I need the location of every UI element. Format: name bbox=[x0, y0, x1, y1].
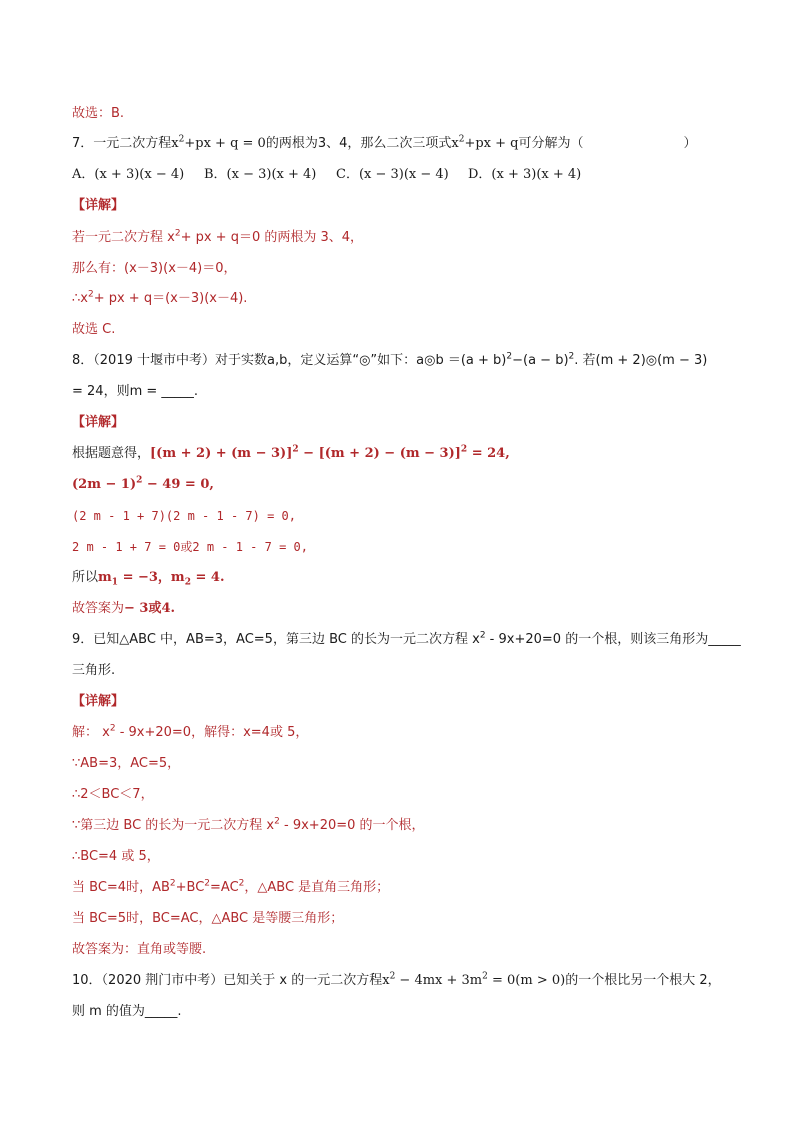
q10-stem-2: 则 m 的值为_____. bbox=[72, 1004, 182, 1019]
q7-option-b: B．(x − 3)(x + 4) bbox=[204, 167, 317, 182]
q8-answer-line: 故答案为− 3或4. bbox=[72, 601, 176, 616]
q7-options bbox=[72, 165, 581, 185]
q9-stem-1: 9．已知△ABC 中，AB=3，AC=5，第三边 BC 的长为一元二次方程 $x^2 - 9x+20=0$ 的一个根，则该三角形为_____ bbox=[72, 630, 741, 647]
q9-stem-2: 三角形. bbox=[72, 663, 116, 678]
q9-detail-header: 【详解】 bbox=[72, 694, 125, 709]
q6-answer-line: 故选：B. bbox=[72, 106, 125, 121]
q7-detail-line-2: 那么有：(x－3)(x－4)＝0， bbox=[72, 261, 237, 276]
q7-option-c: C．(x − 3)(x − 4) bbox=[336, 167, 449, 182]
q8-detail-line-3: (2 m - 1 + 7)(2 m - 1 - 7) = 0, bbox=[72, 509, 296, 523]
q7-detail-line-3: $\therefore x^2+$ px + q＝(x－3)(x－4). bbox=[72, 289, 248, 306]
q7-select-line: 故选 C. bbox=[72, 322, 116, 337]
q7-detail-header: 【详解】 bbox=[72, 198, 125, 213]
q9-detail-line-5: ∴BC=4 或 5， bbox=[72, 849, 160, 864]
q10-stem-1: 10．（2020 荆门市中考）已知关于 x 的一元二次方程$x^2 - 4mx + 3m^2 = 0(m > 0)$的一个根比另一个根大 2， bbox=[72, 971, 721, 988]
q9-detail-line-3: ∴2＜BC＜7， bbox=[72, 787, 154, 802]
q8-detail-line-2: $(2m - 1)^2 - 49 = 0$, bbox=[72, 475, 214, 492]
q9-answer-line: 故答案为：直角或等腰. bbox=[72, 942, 207, 957]
q8-detail-line-5: 所以$m_1 = -3$，$m_2 = 4$. bbox=[72, 570, 225, 588]
q9-detail-line-6: 当 BC=4时，$AB^2+BC^2=AC^2$，△ABC 是直角三角形； bbox=[72, 878, 390, 895]
q9-detail-line-2: ∵AB=3，AC=5， bbox=[72, 756, 181, 771]
q8-stem-2: = 24，则m = _____. bbox=[72, 384, 199, 399]
q8-detail-line-1: 根据题意得，$[(m + 2) + (m - 3)]^2 - [(m + 2) - (m - 3)]^2 = 24$, bbox=[72, 444, 510, 461]
q8-detail-header: 【详解】 bbox=[72, 415, 125, 430]
q9-detail-line-7: 当 BC=5时，BC=AC，△ABC 是等腰三角形； bbox=[72, 911, 344, 926]
q8-detail-line-4: 2 m - 1 + 7 = 0或2 m - 1 - 7 = 0, bbox=[72, 540, 308, 554]
q8-expression: $[(m + 2) + (m - 3)]^2 - [(m + 2) - (m - 3)]^2 = 24$, bbox=[150, 444, 510, 461]
q9-detail-line-4: ∵第三边 BC 的长为一元二次方程 $x^2 - 9x+20=0$ 的一个根， bbox=[72, 816, 425, 833]
q7-stem: 7．一元二次方程$x^2+px + q = 0$的两根为3、4，那么二次三项式$x^2+px + q$可分解为（ ） bbox=[72, 134, 697, 151]
q9-detail-line-1: 解： $x^2 - 9x+20=0$，解得：x=4或 5， bbox=[72, 723, 309, 740]
q7-option-a: A．(x + 3)(x − 4) bbox=[72, 167, 185, 182]
q10-equation: $x^2 - 4mx + 3m^2 = 0(m > 0)$ bbox=[382, 971, 566, 988]
q7-detail-line-1: 若一元二次方程 $x^2+$ px + q＝0 的两根为 3、4， bbox=[72, 228, 364, 245]
q8-stem-1: 8．（2019 十堰市中考）对于实数a,b，定义运算“◎”如下：a◎b $=(a + b)^2-(a - b)^2$. 若(m + 2)◎(m − 3) bbox=[72, 351, 708, 368]
q7-option-d: D．(x + 3)(x + 4) bbox=[468, 167, 582, 182]
